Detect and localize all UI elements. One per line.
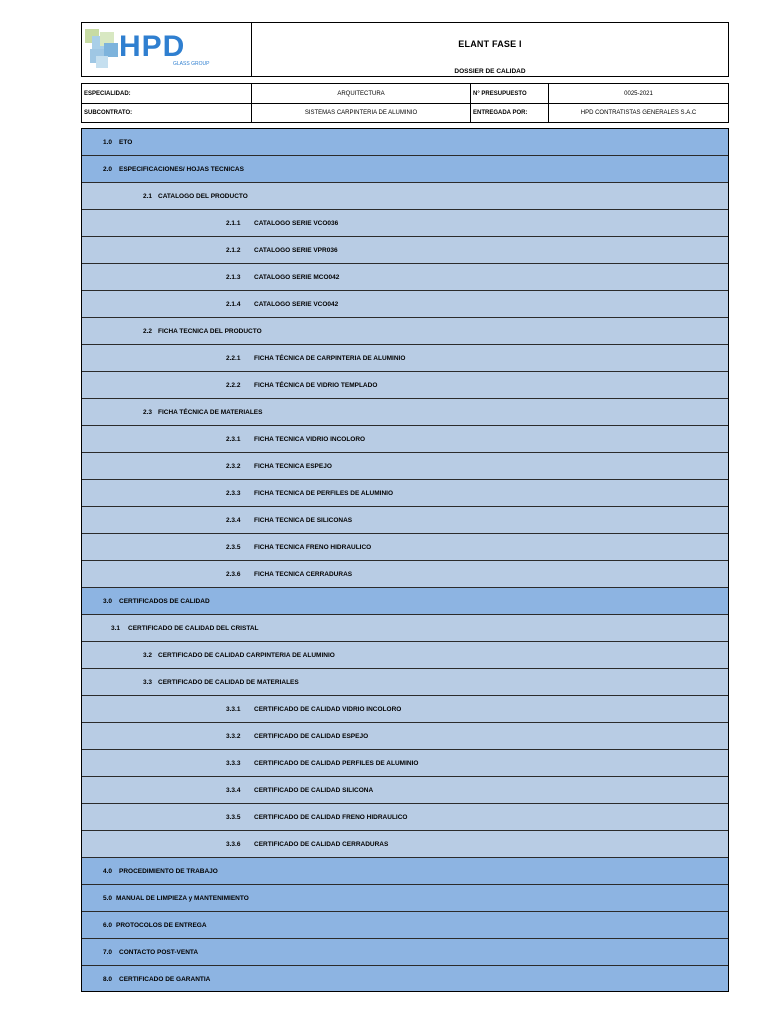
info-row-subcontrato (82, 103, 728, 122)
index-number: 4.0 (103, 867, 113, 875)
document-subtitle: DOSSIER DE CALIDAD (454, 68, 526, 75)
index-row (82, 129, 728, 156)
hpd-logo (82, 23, 252, 76)
entregada-value: HPD CONTRATISTAS GENERALES S.A.C (580, 109, 697, 116)
index-number: 2.3.4 (226, 516, 241, 524)
index-text: CERTIFICADO DE CALIDAD FRENO HIDRAULICO (254, 813, 408, 821)
index-row (82, 210, 728, 237)
index-row (82, 642, 728, 669)
index-row (82, 372, 728, 399)
index-text: CATALOGO SERIE VCO036 (254, 219, 339, 227)
index-row (82, 777, 728, 804)
index-text: CATALOGO DEL PRODUCTO (158, 192, 248, 200)
index-row (82, 750, 728, 777)
index-row (82, 966, 728, 992)
index-number: 2.0 (103, 165, 113, 173)
index-number: 3.3.3 (226, 759, 241, 767)
index-row (82, 264, 728, 291)
index-text: CERTIFICADO DE CALIDAD VIDRIO INCOLORO (254, 705, 402, 713)
index-row (82, 399, 728, 426)
especialidad-value: ARQUITECTURA (252, 84, 471, 103)
index-row (82, 723, 728, 750)
index-row (82, 345, 728, 372)
index-text: CATALOGO SERIE VPR036 (254, 246, 338, 254)
title-cell (252, 23, 728, 76)
index-table (81, 128, 729, 992)
logo-subtext: GLASS GROUP (173, 61, 210, 67)
info-row-especialidad (82, 84, 728, 104)
index-text: CATALOGO SERIE MCO042 (254, 273, 340, 281)
index-text: CERTIFICADO DE CALIDAD DE MATERIALES (158, 678, 299, 686)
index-number: 2.1.2 (226, 246, 241, 254)
document-title: ELANT FASE I (458, 39, 522, 49)
index-row (82, 615, 728, 642)
index-number: 2.2.2 (226, 381, 241, 389)
index-text: CERTIFICADO DE CALIDAD DEL CRISTAL (128, 624, 259, 632)
index-number: 2.1.3 (226, 273, 241, 281)
index-row (82, 804, 728, 831)
index-number: 7.0 (103, 948, 113, 956)
index-row (82, 885, 728, 912)
index-number: 3.3.4 (226, 786, 241, 794)
index-number: 3.3.5 (226, 813, 241, 821)
index-row (82, 156, 728, 183)
index-number: 3.1 (111, 624, 121, 632)
index-row (82, 291, 728, 318)
logo-cell (82, 23, 252, 76)
index-row (82, 696, 728, 723)
document-header (81, 22, 729, 77)
index-row (82, 561, 728, 588)
index-text: FICHA TECNICA ESPEJO (254, 462, 332, 470)
index-text: FICHA TÉCNICA DE VIDRIO TEMPLADO (254, 381, 378, 389)
index-number: 2.1.4 (226, 300, 241, 308)
index-number: 2.3.6 (226, 570, 241, 578)
presupuesto-label: N° PRESUPUESTO (471, 84, 549, 103)
index-row (82, 318, 728, 345)
index-number: 2.3.2 (226, 462, 241, 470)
index-row (82, 534, 728, 561)
index-number: 3.3 (143, 678, 153, 686)
index-text: FICHA TECNICA FRENO HIDRAULICO (254, 543, 372, 551)
index-text: MANUAL DE LIMPIEZA y MANTENIMIENTO (116, 894, 249, 902)
index-row (82, 426, 728, 453)
index-text: ESPECIFICACIONES/ HOJAS TECNICAS (119, 165, 244, 173)
entregada-label: ENTREGADA POR: (471, 103, 549, 122)
index-number: 2.3 (143, 408, 153, 416)
index-text: CERTIFICADO DE CALIDAD PERFILES DE ALUMINIO (254, 759, 419, 767)
index-number: 2.3.5 (226, 543, 241, 551)
index-number: 3.2 (143, 651, 153, 659)
index-row (82, 831, 728, 858)
index-row (82, 237, 728, 264)
index-text: FICHA TECNICA DE PERFILES DE ALUMINIO (254, 489, 394, 497)
index-text: FICHA TECNICA DE SILICONAS (254, 516, 353, 524)
index-text: FICHA TÉCNICA DE MATERIALES (158, 408, 263, 416)
index-text: CERTIFICADO DE CALIDAD CERRADURAS (254, 840, 389, 848)
index-number: 6.0 (103, 921, 113, 929)
index-number: 2.1 (143, 192, 153, 200)
presupuesto-value: 0025-2021 (624, 90, 653, 97)
index-number: 2.2 (143, 327, 153, 335)
especialidad-label: ESPECIALIDAD: (82, 84, 252, 103)
index-row (82, 480, 728, 507)
index-number: 2.3.3 (226, 489, 241, 497)
index-text: ETO (119, 138, 133, 146)
index-row (82, 453, 728, 480)
index-text: FICHA TECNICA DEL PRODUCTO (158, 327, 262, 335)
index-row (82, 912, 728, 939)
logo-text: HPD (119, 30, 186, 63)
index-text: PROTOCOLOS DE ENTREGA (116, 921, 207, 929)
index-text: CONTACTO POST-VENTA (119, 948, 199, 956)
index-text: CERTIFICADOS DE CALIDAD (119, 597, 210, 605)
index-row (82, 588, 728, 615)
project-info-table (81, 83, 729, 123)
index-number: 3.3.1 (226, 705, 241, 713)
subcontrato-value: SISTEMAS CARPINTERIA DE ALUMINIO (252, 103, 471, 122)
index-row (82, 669, 728, 696)
index-row (82, 939, 728, 966)
index-number: 8.0 (103, 975, 113, 983)
index-number: 2.1.1 (226, 219, 241, 227)
index-text: CERTIFICADO DE CALIDAD ESPEJO (254, 732, 369, 740)
index-text: CERTIFICADO DE GARANTIA (119, 975, 211, 983)
index-row (82, 183, 728, 210)
index-number: 3.0 (103, 597, 113, 605)
index-text: FICHA TÉCNICA DE CARPINTERIA DE ALUMINIO (254, 354, 406, 362)
index-number: 1.0 (103, 138, 113, 146)
index-text: FICHA TECNICA CERRADURAS (254, 570, 353, 578)
index-number: 3.3.2 (226, 732, 241, 740)
index-number: 2.3.1 (226, 435, 241, 443)
index-number: 5.0 (103, 894, 113, 902)
index-number: 3.3.6 (226, 840, 241, 848)
subcontrato-label: SUBCONTRATO: (82, 103, 252, 122)
index-row (82, 507, 728, 534)
index-row (82, 858, 728, 885)
index-text: CERTIFICADO DE CALIDAD SILICONA (254, 786, 374, 794)
index-text: CERTIFICADO DE CALIDAD CARPINTERIA DE ALUMINIO (158, 651, 335, 659)
index-number: 2.2.1 (226, 354, 241, 362)
index-text: PROCEDIMIENTO DE TRABAJO (119, 867, 218, 875)
index-text: CATALOGO SERIE VCO042 (254, 300, 339, 308)
index-text: FICHA TECNICA VIDRIO INCOLORO (254, 435, 366, 443)
